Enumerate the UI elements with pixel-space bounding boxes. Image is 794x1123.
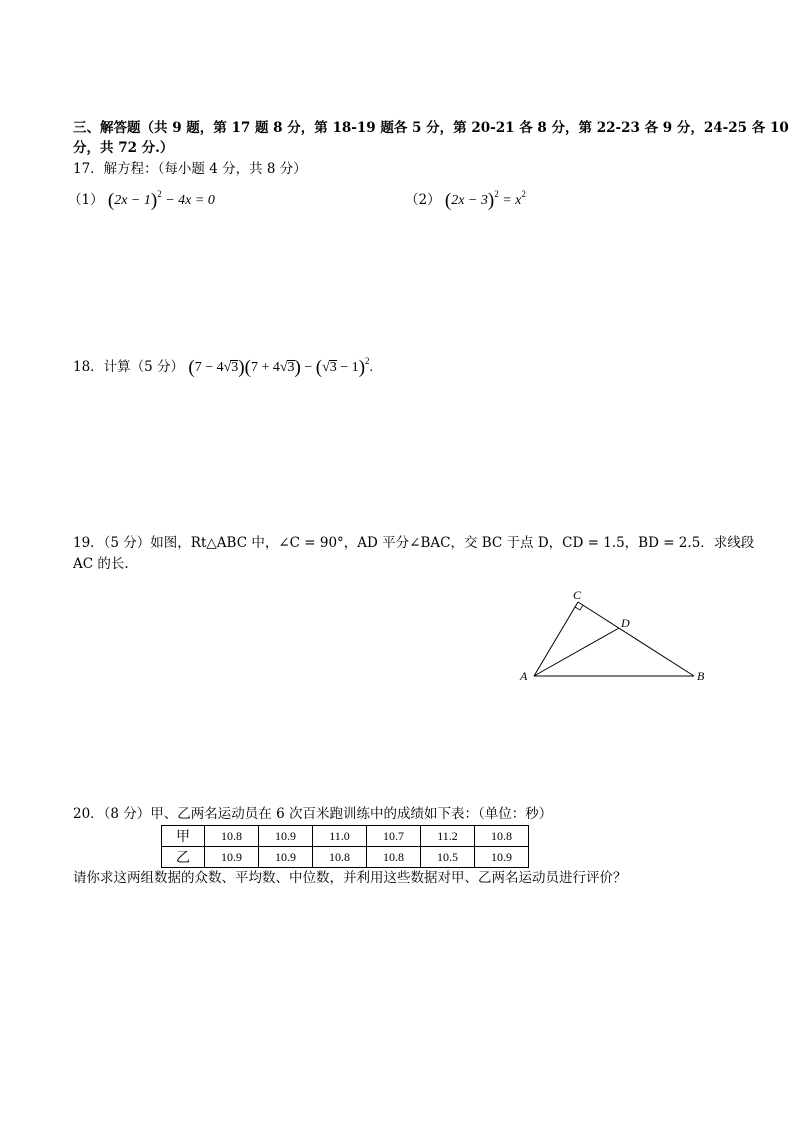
- q17-part1-exponent: 2: [157, 189, 162, 199]
- side-cb: [578, 602, 694, 676]
- table-cell: 10.9: [259, 826, 313, 847]
- segment-ad: [534, 628, 619, 676]
- section-heading-line1: 三、解答题（共 9 题，第 17 题 8 分，第 18-19 题各 5 分，第 20-21 各 8 分，第 22-23 各 9 分，24-25 各 10: [73, 120, 789, 136]
- table-cell: 10.8: [313, 847, 367, 868]
- q17-part1-rest: − 4x = 0: [161, 193, 215, 208]
- table-row: [162, 847, 529, 868]
- q17-part1: [68, 191, 215, 210]
- table-row: [162, 826, 529, 847]
- q18-term2: 7 + 4: [250, 360, 280, 375]
- table-cell: 10.8: [367, 847, 421, 868]
- q19-triangle-figure: [510, 585, 720, 690]
- q17-part1-label: （1）: [68, 192, 104, 208]
- q18-root2: 3: [287, 360, 295, 375]
- table-cell: 10.5: [421, 847, 475, 868]
- table-cell: 10.9: [475, 847, 529, 868]
- q17-part2-exponent2: 2: [521, 189, 526, 199]
- label-d: D: [621, 616, 630, 630]
- row-label: 乙: [162, 847, 205, 868]
- q18-root3: 3: [329, 360, 337, 375]
- q18-term3: − 1: [336, 360, 359, 375]
- q20-score-table: [161, 825, 529, 868]
- q17-part2-rest: = x: [498, 193, 522, 208]
- q17-part2: [405, 191, 526, 210]
- table-cell: 11.0: [313, 826, 367, 847]
- q17-title: 17．解方程：（每小题 4 分，共 8 分）: [73, 161, 307, 177]
- q19-line1: 19．（5 分）如图，Rt△ABC 中，∠C = 90°，AD 平分∠BAC，交 BC 于点 D，CD = 1.5，BD = 2.5．求线段: [73, 535, 755, 551]
- table-cell: 11.2: [421, 826, 475, 847]
- table-cell: 10.8: [475, 826, 529, 847]
- q17-part2-term: 2x − 3: [451, 193, 488, 208]
- section-heading-line2: 分，共 72 分.）: [73, 140, 174, 156]
- q18: [73, 358, 373, 377]
- label-c: C: [573, 588, 582, 602]
- row-label: 甲: [162, 826, 205, 847]
- q18-minus: −: [300, 360, 316, 375]
- side-ac: [534, 602, 578, 676]
- q18-exponent: 2: [365, 356, 370, 366]
- q17-part2-label: （2）: [405, 192, 441, 208]
- q17-part1-term: 2x − 1: [114, 193, 151, 208]
- q17-part1-equation: $(2x - 1)^2 - 4x = 0$: [107, 189, 215, 211]
- q18-end: .: [369, 360, 374, 375]
- q20-title: 20．（8 分）甲、乙两名运动员在 6 次百米跑训练中的成绩如下表：（单位：秒）: [73, 806, 553, 822]
- table-cell: 10.9: [205, 847, 259, 868]
- q18-expression: $(7 - 4√3)(7 + 4√3) - (√3 - 1)^2$.: [188, 356, 374, 378]
- q18-prefix: 18．计算（5 分）: [73, 359, 185, 375]
- label-b: B: [697, 669, 705, 683]
- q20-question: 请你求这两组数据的众数、平均数、中位数，并利用这些数据对甲、乙两名运动员进行评价？: [73, 870, 627, 886]
- table-cell: 10.8: [205, 826, 259, 847]
- q17-part2-exponent: 2: [494, 189, 499, 199]
- q18-term1: 7 − 4: [194, 360, 224, 375]
- label-a: A: [520, 669, 528, 683]
- q18-root1: 3: [231, 360, 239, 375]
- table-cell: 10.9: [259, 847, 313, 868]
- q19-line2: AC 的长.: [73, 556, 129, 572]
- q17-part2-equation: $(2x - 3)^2 = x^2$: [444, 189, 526, 211]
- table-cell: 10.7: [367, 826, 421, 847]
